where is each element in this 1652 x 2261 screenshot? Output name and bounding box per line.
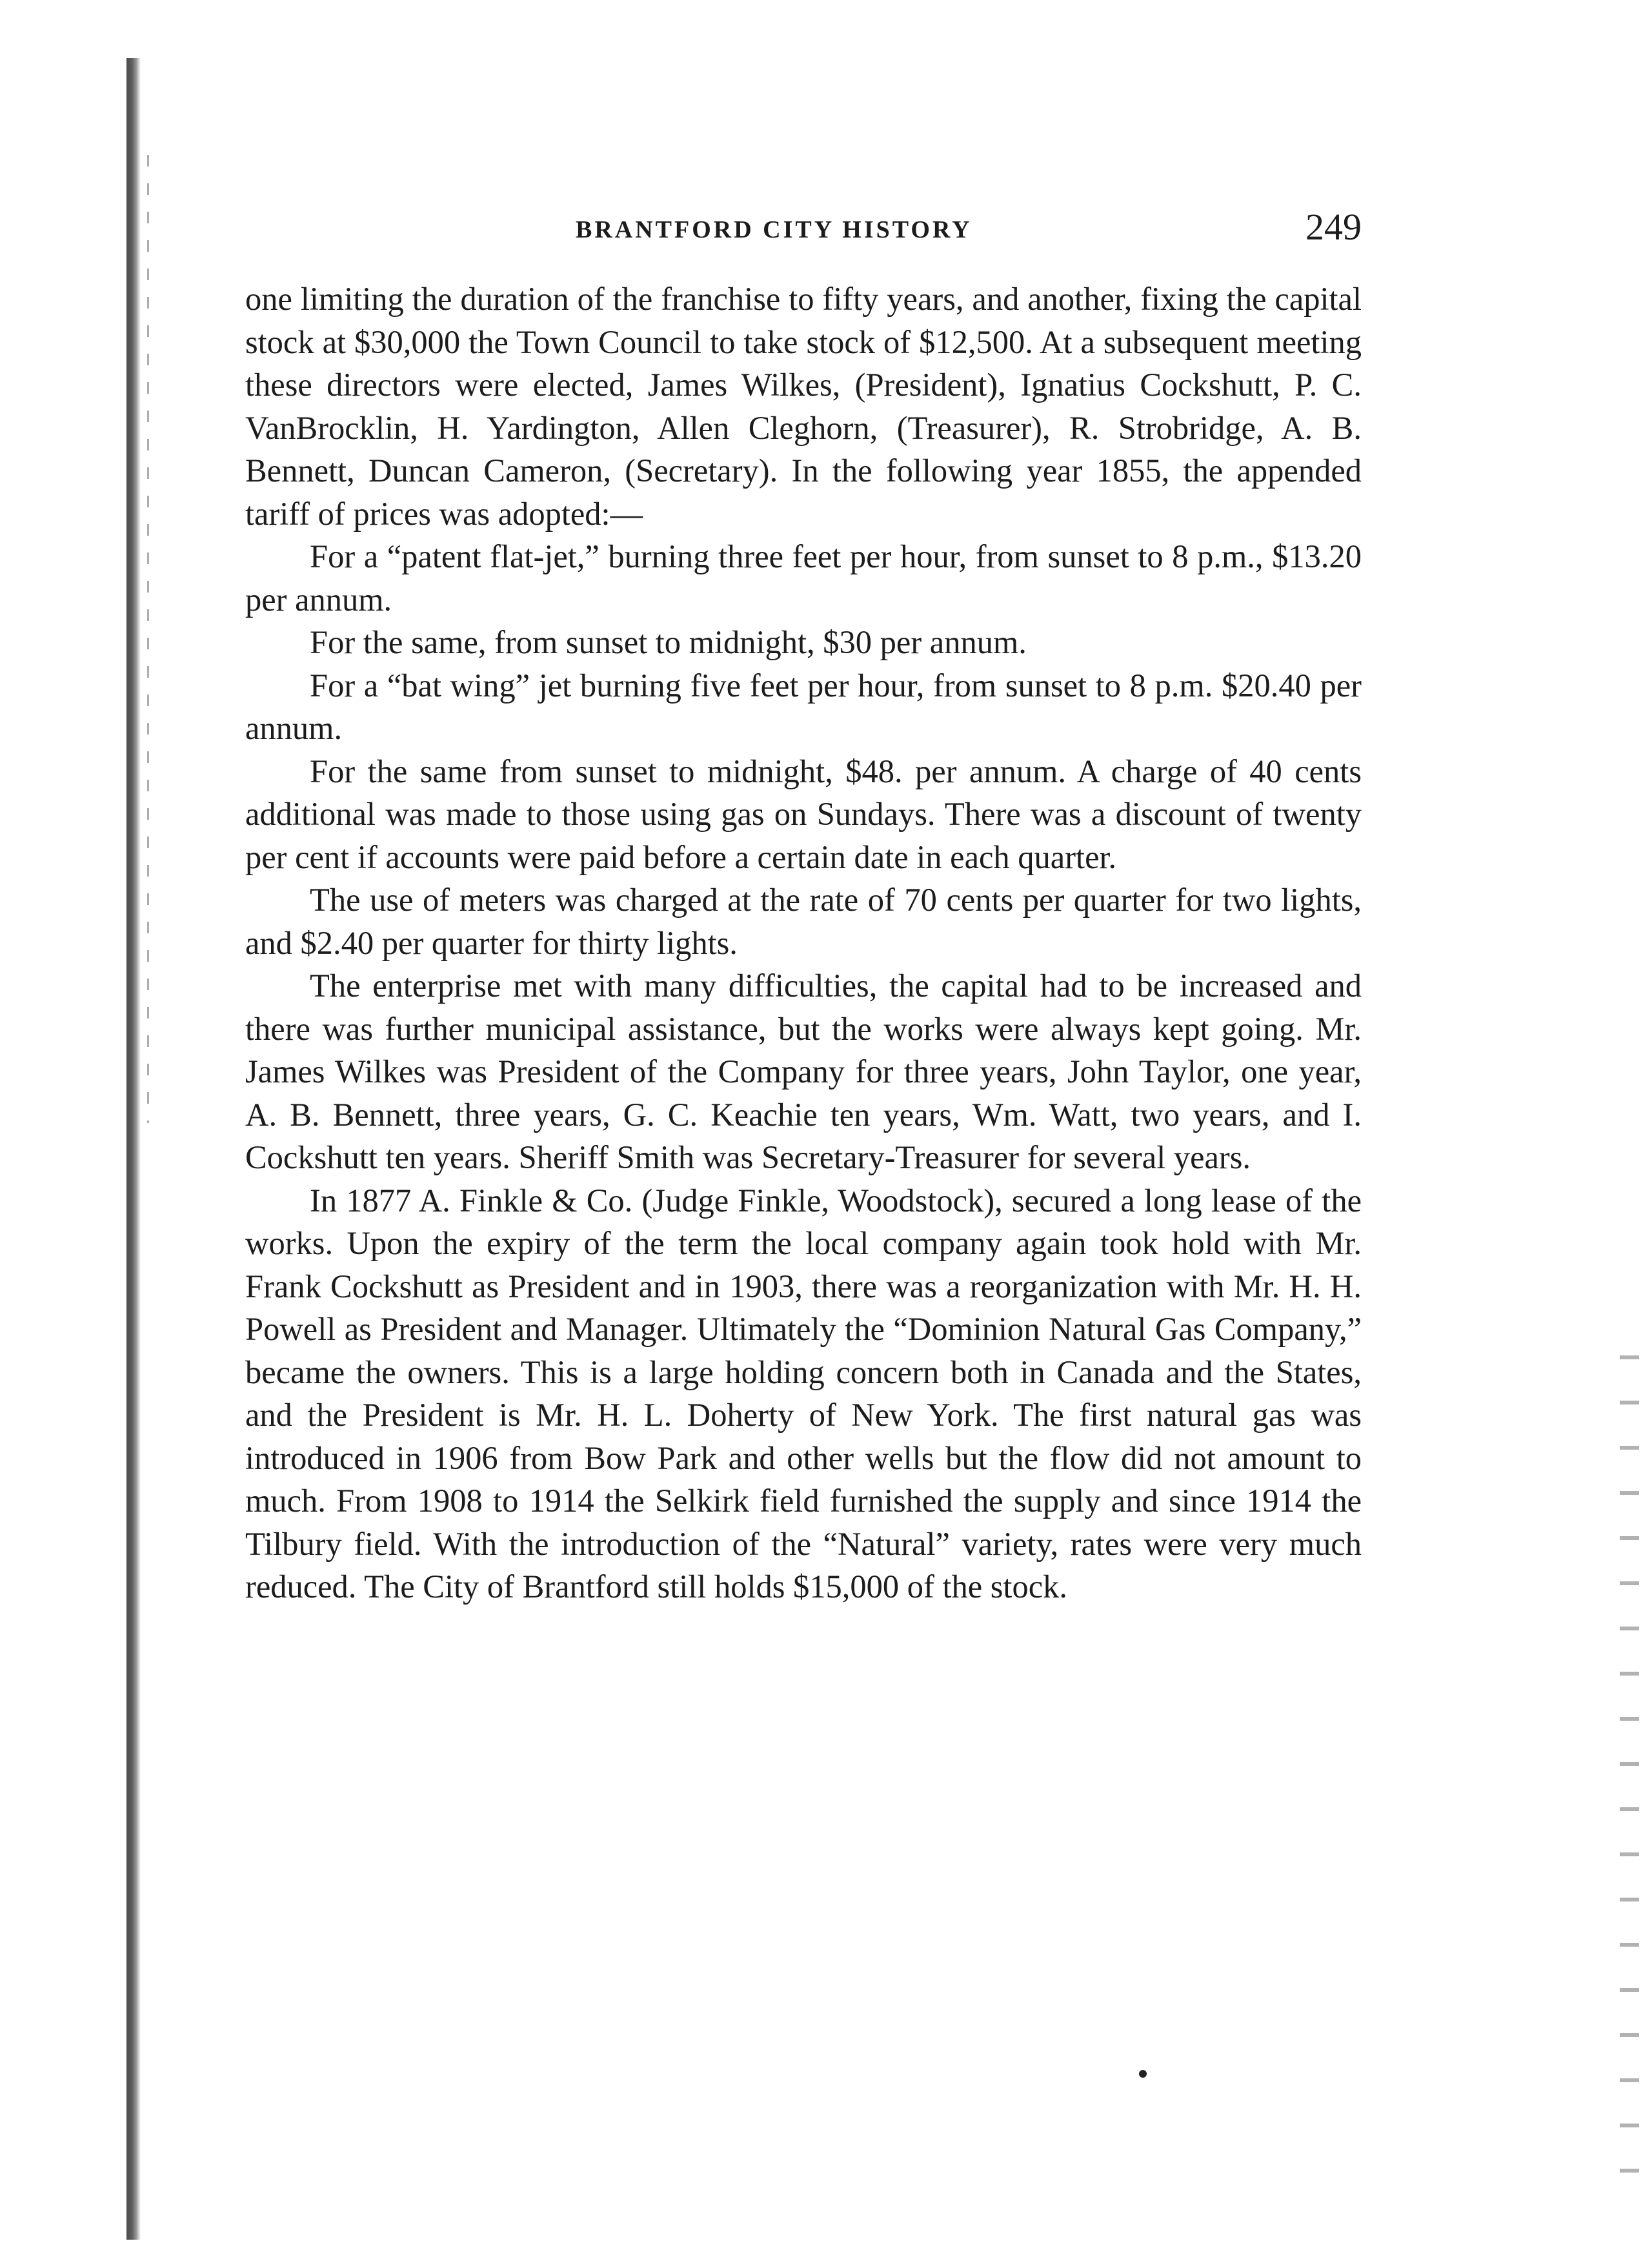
paragraph: For the same, from sunset to midnight, $30 per annum.	[310, 624, 1027, 660]
scan-specks	[1620, 1355, 1639, 2207]
paragraph: For the same from sunset to midnight, $48. per annum. A charge of 40 cents additional was made to those using gas on Sundays. There was a discount of twenty per cent if accounts were paid before a certain date in each quarter.	[245, 753, 1362, 875]
binding-edge-shadow	[126, 58, 141, 2240]
paragraph: The use of meters was charged at the rate of 70 cents per quarter for two lights, and $2.40 per quarter for thirty lights.	[245, 882, 1362, 961]
paragraph: In 1877 A. Finkle & Co. (Judge Finkle, Woodstock), secured a long lease of the works. Upon the expiry of the term the local company again took hold with Mr. Frank Cockshutt as President and in 1903, there was a reorganization with Mr. H. H. Powell as President and Manager. Ultimately the “Dominion Natural Gas Company,” became the owners. This is a large holding concern both in Canada and the States, and the President is Mr. H. L. Doherty of New York. The first natural gas was introduced in 1906 from Bow Park and other wells but the flow did not amount to much. From 1908 to 1914 the Selkirk field furnished the supply and since 1914 the Tilbury field. With the introduction of the “Natural” variety, rates were very much reduced. The City of Brantford still holds $15,000 of the stock.	[245, 1182, 1362, 1605]
page-number: 249	[1305, 206, 1362, 248]
running-title: BRANTFORD CITY HISTORY	[576, 216, 972, 243]
binding-edge-specks	[147, 155, 149, 1123]
paragraph: one limiting the duration of the franchise to fifty years, and another, fixing the capital stock at $30,000 the Town Council to take stock of $12,500. At a subsequent meeting these directors were elected, James Wilkes, (President), Ignatius Cockshutt, P. C. VanBrocklin, H. Yardington, Allen Cleghorn, (Treasurer), R. Strobridge, A. B. Bennett, Duncan Cameron, (Secretary). In the following year 1855, the appended tariff of prices was adopted:—	[245, 281, 1362, 532]
paragraph: The enterprise met with many difficulties, the capital had to be increased and there was further municipal assistance, but the works were always kept going. Mr. James Wilkes was President of the Company for three years, John Taylor, one year, A. B. Bennett, three years, G. C. Keachie ten years, Wm. Watt, two years, and I. Cockshutt ten years. Sheriff Smith was Secretary-Treasurer for several years.	[245, 968, 1362, 1175]
stray-mark	[1139, 2070, 1147, 2078]
paragraph: For a “bat wing” jet burning five feet per hour, from sunset to 8 p.m. $20.40 per annum.	[245, 667, 1362, 746]
running-head	[245, 205, 1362, 250]
body-text	[245, 278, 1362, 1608]
paragraph: For a “patent flat-jet,” burning three feet per hour, from sunset to 8 p.m., $13.20 per annum.	[245, 538, 1362, 618]
